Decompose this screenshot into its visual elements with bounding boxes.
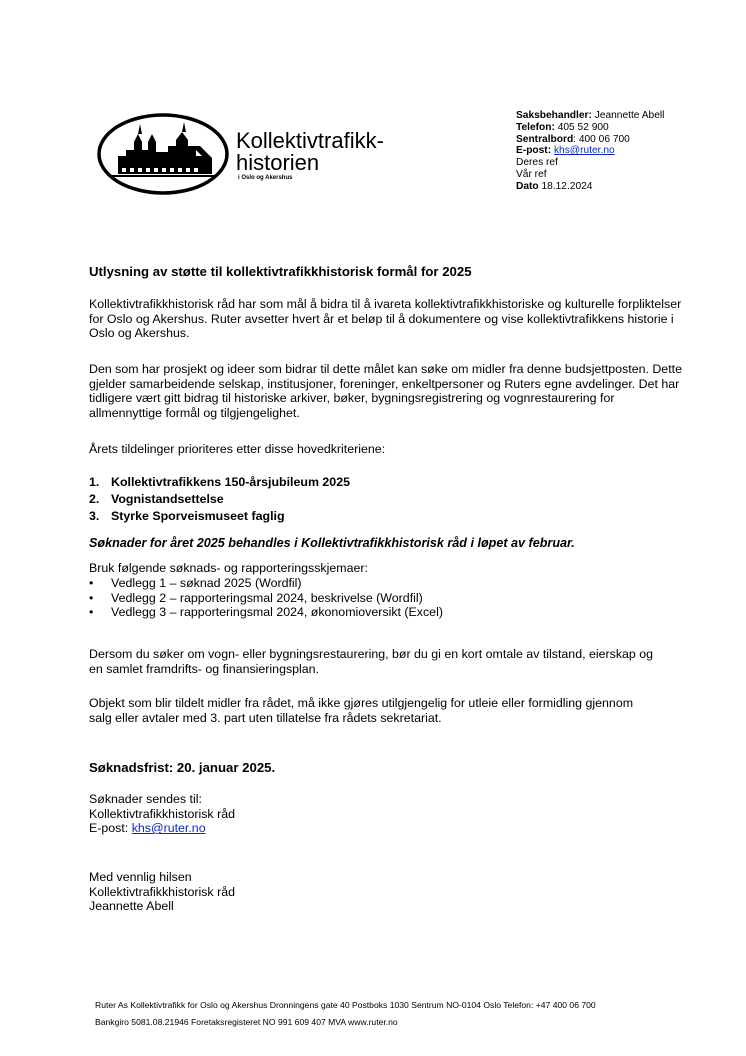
our-ref: Vår ref (516, 168, 547, 180)
phone: Telefon: 405 52 900 (516, 121, 609, 133)
closing-block: Med vennlig hilsen Kollektivtrafikkhistorisk råd Jeannette Abell (89, 870, 235, 914)
bullet-icon: • (89, 590, 94, 605)
send-to-block: Søknader sendes til: Kollektivtrafikkhistorisk råd E-post: khs@ruter.no (89, 792, 235, 836)
logo-title: Kollektivtrafikk- (236, 128, 384, 153)
meta-block (516, 110, 664, 193)
list-item: 1. Kollektivtrafikkens 150-årsjubileum 2025 (89, 475, 350, 489)
footer: Ruter As Kollektivtrafikk for Oslo og Akershus Dronningens gate 40 Postboks 1030 Sentrum NO-0104 Oslo Telefon: +47 400 06 700 Bankgiro 5081.08.21946 Foretaksregisteret NO 991 609 407 MVA www.ruter.no (95, 1000, 596, 1027)
attachment-list (89, 561, 443, 620)
castle-logo-icon (96, 112, 231, 197)
logo-tagline: i Oslo og Akershus (238, 175, 293, 181)
logo (96, 112, 426, 197)
processing-notice: Søknader for året 2025 behandles i Kollektivtrafikkhistorisk råd i løpet av februar. (89, 536, 575, 550)
list-item: • Vedlegg 2 – rapporteringsmal 2024, beskrivelse (Wordfil) (89, 590, 423, 605)
list-item: 2. Vognistandsettelse (89, 492, 224, 506)
logo-subtitle: historien (236, 150, 320, 175)
deadline: Søknadsfrist: 20. januar 2025. (89, 760, 276, 775)
their-ref: Deres ref (516, 157, 558, 169)
paragraph-intro: Kollektivtrafikkhistorisk råd har som mål å bidra til å ivareta kollektivtrafikkhistoriske og kulturelle forpliktelser for Oslo og Akershus. Ruter avsetter hvert år et beløp til å dokumentere og vise kollektivtrafikkens historie i Oslo og Akershus. (89, 297, 682, 341)
paragraph-objects: Objekt som blir tildelt midler fra rådet, må ikke gjøres utilgjengelig for utleie eller formidling gjennom salg eller avtaler med 3. part uten tillatelse fra rådets sekretariat. (89, 696, 634, 725)
switchboard: Sentralbord: 400 06 700 (516, 133, 630, 145)
date: Dato 18.12.2024 (516, 180, 593, 192)
case-officer: Saksbehandler: Jeannette Abell (516, 110, 665, 121)
email: E-post: khs@ruter.no (516, 145, 615, 157)
document-heading: Utlysning av støtte til kollektivtrafikkhistorisk formål for 2025 (89, 264, 472, 279)
list-item: • Vedlegg 3 – rapporteringsmal 2024, økonomioversikt (Excel) (89, 605, 443, 620)
bullet-icon: • (89, 575, 94, 590)
paragraph-who-can-apply: Den som har prosjekt og ideer som bidrar til dette målet kan søke om midler fra denne budsjettposten. Dette gjelder samarbeidende selskap, institusjoner, foreninger, enkeltpersoner og Ruters egne avdelinger. Det har tidligere vært gitt bidrag til historiske arkiver, bøker, bygningsregistrering og vognrestaurering for allmennyttige formål og tilgjengelighet. (89, 362, 682, 420)
list-item: 3. Styrke Sporveismuseet faglig (89, 509, 285, 523)
forms-intro: Bruk følgende søknads- og rapporteringsskjemaer: (89, 561, 368, 575)
paragraph-criteria-intro: Årets tildelinger prioriteres etter disse hovedkriteriene: (89, 442, 386, 456)
email-link[interactable]: khs@ruter.no (131, 821, 206, 836)
email-link[interactable]: khs@ruter.no (553, 145, 615, 157)
signature-name: Jeannette Abell (89, 899, 174, 914)
bullet-icon: • (89, 605, 94, 620)
paragraph-vehicle-restoration: Dersom du søker om vogn- eller bygningsrestaurering, bør du gi en kort omtale av tilstand, eierskap og en samlet framdrifts- og finansieringsplan. (89, 647, 654, 676)
list-item: • Vedlegg 1 – søknad 2025 (Wordfil) (89, 575, 302, 590)
criteria-list (89, 474, 350, 525)
